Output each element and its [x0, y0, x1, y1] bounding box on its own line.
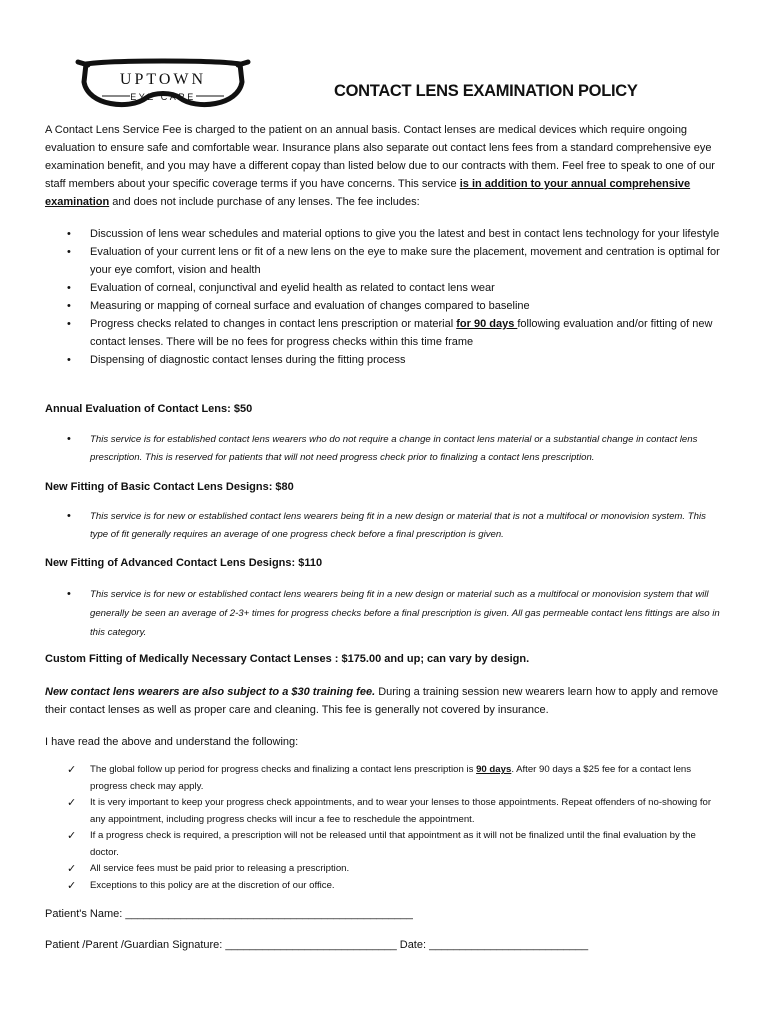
bullet-icon: • [67, 300, 71, 312]
list-item [45, 297, 725, 315]
checkmark-icon: ✓ [67, 862, 77, 875]
signature-field-row [45, 939, 588, 951]
note-text: This service is for established contact lens wearers who do not require a change in contact lens material or a substantial change in contact lens prescription. This is reserved for patients that will not need progress check prior to finalizing a contact lens prescription. [90, 434, 698, 463]
bullet-icon: • [67, 354, 71, 366]
list-item-text: Measuring or mapping of corneal surface and evaluation of changes compared to baseline [90, 300, 530, 312]
advanced-fitting-note [45, 585, 725, 642]
checklist-text: All service fees must be paid prior to releasing a prescription. [90, 863, 350, 874]
checklist-text: The global follow up period for progress checks and finalizing a contact lens prescription is [90, 764, 477, 775]
intro-text1: A Contact Lens Service Fee is charged to the patient on an annual basis. Contact lenses are medical devices which require ongoing evaluation to ensure safe and comfortable wear. Insurance plans also separate out contact lens fees from a standard comprehensive eye examination benefit, and you may have a different copay than listed below due to our contracts with them. Feel free to speak to one of our staff members about your specific coverage terms if you have concerns. This service [45, 124, 715, 190]
basic-fitting-note [45, 508, 725, 543]
note-text: This service is for new or established contact lens wearers being fit in a new design or material such as a multifocal or monovision system that will generally be seen an average of 2-3+ times for progress checks before a final prescription is given. All gas permeable contact lens fittings are also in this category. [90, 589, 720, 638]
patient-name-field[interactable] [45, 908, 413, 920]
bullet-icon: • [67, 433, 71, 445]
custom-fitting-heading: Custom Fitting of Medically Necessary Contact Lenses : $175.00 and up; can vary by design. [45, 653, 530, 665]
checklist-item [45, 795, 725, 828]
checkmark-icon: ✓ [67, 763, 77, 776]
list-item-text: following evaluation and/or fitting of new contact lenses. There will be no fees for progress checks within this time frame [90, 318, 713, 348]
logo-line1: UPTOWN [119, 71, 207, 88]
progress-days-emphasis: for 90 days [456, 318, 518, 330]
training-text: During a training session new wearers learn how to apply and remove their contact lenses as well as proper care and cleaning. This fee is generally not covered by insurance. [45, 686, 719, 716]
list-item [45, 279, 725, 297]
bullet-icon: • [67, 282, 71, 294]
intro-emphasis: is in addition to your annual comprehensive examination [45, 178, 691, 208]
fee-includes-list [45, 225, 725, 369]
list-item-text: Discussion of lens wear schedules and material options to give you the latest and best in contact lens technology for your lifestyle [90, 228, 720, 240]
list-item [45, 351, 725, 369]
list-item [45, 243, 725, 279]
checklist-item [45, 878, 725, 895]
list-item [45, 225, 725, 243]
checkmark-icon: ✓ [67, 796, 77, 809]
signature-line[interactable]: ____________________________ [225, 939, 397, 951]
list-item [45, 315, 725, 351]
basic-fitting-heading: New Fitting of Basic Contact Lens Designs: $80 [45, 481, 294, 493]
list-item-text: Evaluation of your current lens or fit of a new lens on the eye to make sure the placement, movement and centration is optimal for your eye comfort, vision and health [90, 246, 720, 276]
checklist-text: Exceptions to this policy are at the discretion of our office. [90, 879, 335, 891]
checklist-item [45, 828, 725, 861]
intro-text2: and does not include purchase of any lenses. The fee includes: [109, 196, 420, 208]
logo-line2: EYE CARE [130, 92, 196, 102]
checkmark-icon: ✓ [67, 829, 77, 842]
checklist-text: It is very important to keep your progress check appointments, and to wear your lenses to those appointments. Repeat offenders of no-showing for any appointment, including progress checks will incur a fee to reschedule the appointment. [90, 797, 712, 825]
note-text: This service is for new or established contact lens wearers being fit in a new design or material that is not a multifocal or monovision system. This type of fit generally requires an average of one progress check before a final prescription is given. [90, 511, 706, 540]
advanced-fitting-heading: New Fitting of Advanced Contact Lens Designs: $110 [45, 557, 323, 569]
eyeglasses-logo-icon [72, 58, 254, 118]
bullet-icon: • [67, 246, 71, 258]
annual-evaluation-note [45, 431, 725, 466]
annual-evaluation-heading: Annual Evaluation of Contact Lens: $50 [45, 403, 253, 415]
acknowledgement-checklist [45, 762, 725, 894]
date-line[interactable]: __________________________ [429, 939, 589, 951]
list-item-text: Progress checks related to changes in contact lens prescription or material [90, 318, 457, 330]
bullet-icon: • [67, 588, 71, 600]
patient-name-line[interactable]: _______________________________________________ [125, 908, 413, 920]
list-item-text: Dispensing of diagnostic contact lenses during the fitting process [90, 354, 406, 366]
acknowledge-intro: I have read the above and understand the following: [45, 736, 299, 748]
bullet-icon: • [67, 318, 71, 330]
checklist-item [45, 762, 725, 795]
bullet-icon: • [67, 510, 71, 522]
training-fee-emphasis: New contact lens wearers are also subject to a $30 training fee. [45, 686, 376, 698]
date-label: Date: [396, 939, 430, 951]
uptown-eye-care-logo [72, 58, 254, 118]
checklist-text: If a progress check is required, a prescription will not be released until that appointment as it will not be finalized until the final evaluation by the doctor. [90, 830, 696, 858]
checkmark-icon: ✓ [67, 878, 77, 892]
intro-paragraph [45, 121, 725, 211]
page-title: CONTACT LENS EXAMINATION POLICY [334, 82, 638, 100]
checklist-text: . After 90 days a $25 fee for a contact lens progress check may apply. [90, 764, 692, 792]
bullet-icon: • [67, 228, 71, 240]
list-item-text: Evaluation of corneal, conjunctival and eyelid health as related to contact lens wear [90, 282, 495, 294]
checklist-item [45, 861, 725, 878]
signature-label: Patient /Parent /Guardian Signature: [45, 939, 226, 951]
ninety-days-emphasis: 90 days [476, 764, 512, 775]
training-paragraph [45, 683, 725, 719]
patient-name-label: Patient's Name: [45, 908, 126, 920]
